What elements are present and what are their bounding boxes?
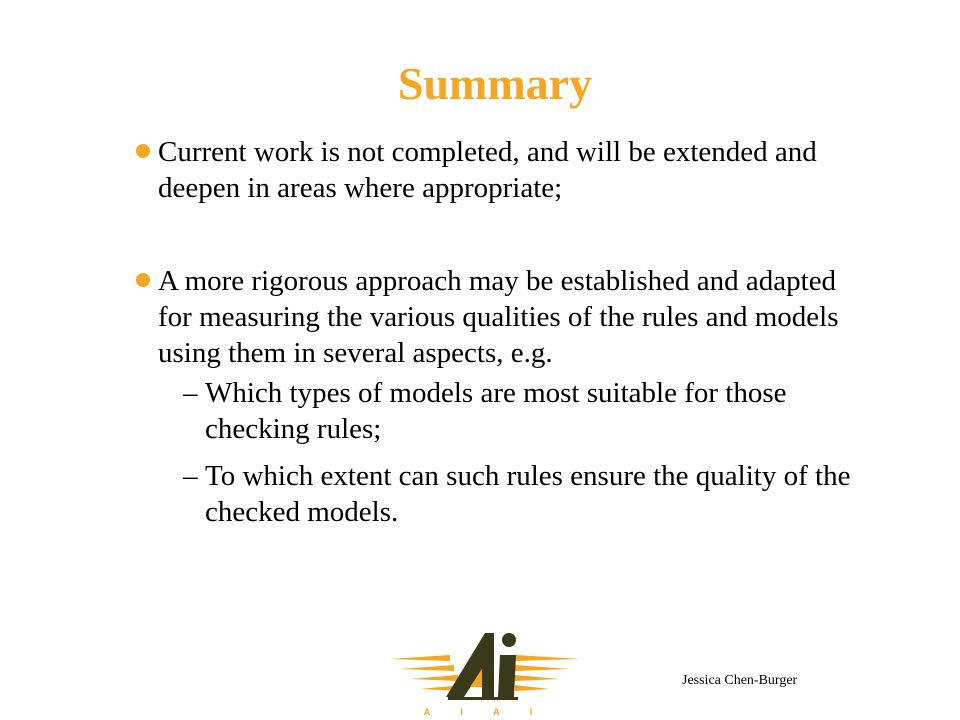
dash-marker: –	[183, 460, 198, 492]
footer-author: Jessica Chen-Burger	[682, 673, 798, 688]
logo-emblem	[446, 633, 518, 700]
bullet-item: A more rigorous approach may be established and adapted for measuring the various qualities of the rules and models using them in several aspects, e.g.	[158, 265, 839, 369]
bullet-item: Current work is not completed, and will be extended and deepen in areas where appropriate;	[158, 136, 817, 204]
aiai-logo-icon	[390, 625, 580, 720]
sub-bullet-text: To which extent can such rules ensure the quality of the checked models.	[205, 460, 851, 528]
logo-wordmark: A I A I	[423, 707, 547, 717]
bullet-dot-icon	[136, 273, 150, 287]
sub-bullet-text: Which types of models are most suitable for those checking rules;	[205, 377, 787, 445]
slide-title: Summary	[397, 58, 593, 109]
sub-bullet-item	[183, 458, 853, 530]
dash-marker: –	[183, 377, 198, 409]
sub-bullet-item	[183, 375, 853, 447]
bullet-dot-icon	[136, 144, 150, 158]
